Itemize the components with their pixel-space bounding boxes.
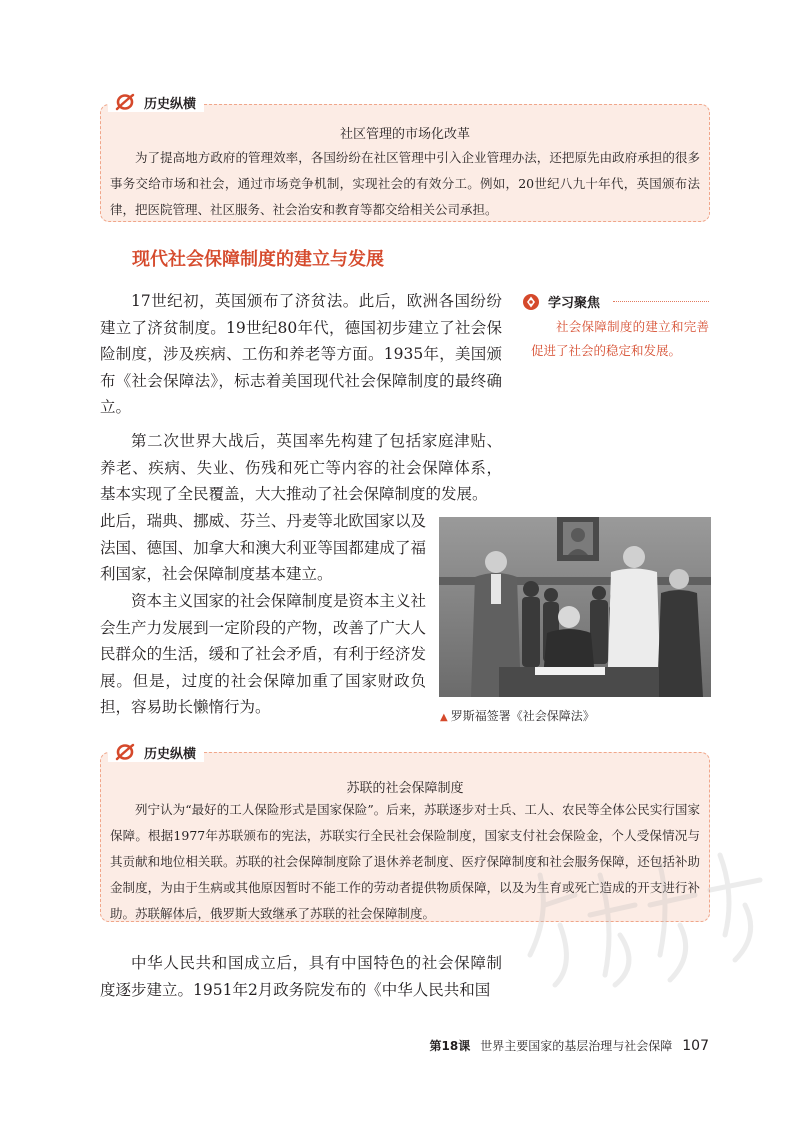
watermark-graphic xyxy=(520,835,790,995)
history-box-1-body: 为了提高地方政府的管理效率，各国纷纷在社区管理中引入企业管理办法，还把原先由政府承担的很多事务交给市场和社会，通过市场竞争机制，实现社会的有效分工。例如，20世纪八九十年代，英国颁布法律，把医院管理、社区服务、社会治安和教育等都交给相关公司承担。 xyxy=(110,150,700,217)
page-footer xyxy=(430,1037,709,1054)
history-box-2-body: 列宁认为“最好的工人保险形式是国家保险”。后来，苏联逐步对士兵、工人、农民等全体公民实行国家保障。根据1977年苏联颁布的宪法，苏联实行全民社会保险制度，国家支付社会保险金，个人受保情况与其贡献和地位相关联。苏联的社会保障制度除了退休养老制度、医疗保障制度和社会服务保障，还包括补助金制度，为由于生病或其他原因暂时不能工作的劳动者提供物质保障，以及为生育或死亡造成的开支进行补助。苏联解体后，俄罗斯大致继承了苏联的社会保障制度。 xyxy=(110,802,700,921)
history-box-2-tag-label: 历史纵横 xyxy=(144,746,197,762)
history-box-1-title: 社区管理的市场化改革 xyxy=(339,127,470,142)
focus-divider xyxy=(613,301,709,302)
focus-text: 社会保障制度的建立和完善促进了社会的稳定和发展。 xyxy=(531,319,709,358)
history-box-1-tag xyxy=(108,92,204,112)
paragraph-2-continued: 此后，瑞典、挪威、芬兰、丹麦等北欧国家以及法国、德国、加拿大和澳大利亚等国都建成了福利国家，社会保障制度基本建立。 xyxy=(100,512,426,584)
paragraph-1: 17世纪初，英国颁布了济贫法。此后，欧洲各国纷纷建立了济贫制度。19世纪80年代，德国初步建立了社会保险制度，涉及疾病、工伤和养老等方面。1935年，美国颁布《社会保障法》，标志着美国现代社会保障制度的最终确立。 xyxy=(100,292,502,417)
page-number: 107 xyxy=(682,1038,709,1054)
history-sigil-icon xyxy=(114,742,136,762)
section-heading: 现代社会保障制度的建立与发展 xyxy=(132,249,384,270)
focus-tag xyxy=(522,292,600,311)
paragraph-4: 中华人民共和国成立后，具有中国特色的社会保障制度逐步建立。1951年2月政务院发布的《中华人民共和国 xyxy=(100,954,502,999)
footer-lesson: 第18课 xyxy=(429,1039,471,1053)
history-box-2-title: 苏联的社会保障制度 xyxy=(346,781,464,796)
paragraph-3: 资本主义国家的社会保障制度是资本主义社会生产力发展到一定阶段的产物，改善了广大人民群众的生活，缓和了社会矛盾，有利于经济发展。但是，过度的社会保障加重了国家财政负担，容易助长懒惰行为。 xyxy=(100,592,426,717)
paragraph-2: 第二次世界大战后，英国率先构建了包括家庭津贴、养老、疾病、失业、伤残和死亡等内容的社会保障体系，基本实现了全民覆盖，大大推动了社会保障制度的发展。 xyxy=(100,432,502,504)
focus-label: 学习聚焦 xyxy=(548,296,601,311)
history-box-1 xyxy=(100,104,710,222)
history-sigil-icon xyxy=(114,92,136,112)
caption-text: 罗斯福签署《社会保障法》 xyxy=(450,709,595,723)
caption-triangle-icon: ▲ xyxy=(440,712,448,723)
focus-badge-icon xyxy=(522,293,540,311)
roosevelt-signing-photo xyxy=(439,517,711,697)
history-box-1-tag-label: 历史纵横 xyxy=(144,96,197,112)
photo-caption xyxy=(440,707,595,724)
history-box-2-tag xyxy=(108,742,204,762)
footer-title: 世界主要国家的基层治理与社会保障 xyxy=(480,1039,673,1053)
